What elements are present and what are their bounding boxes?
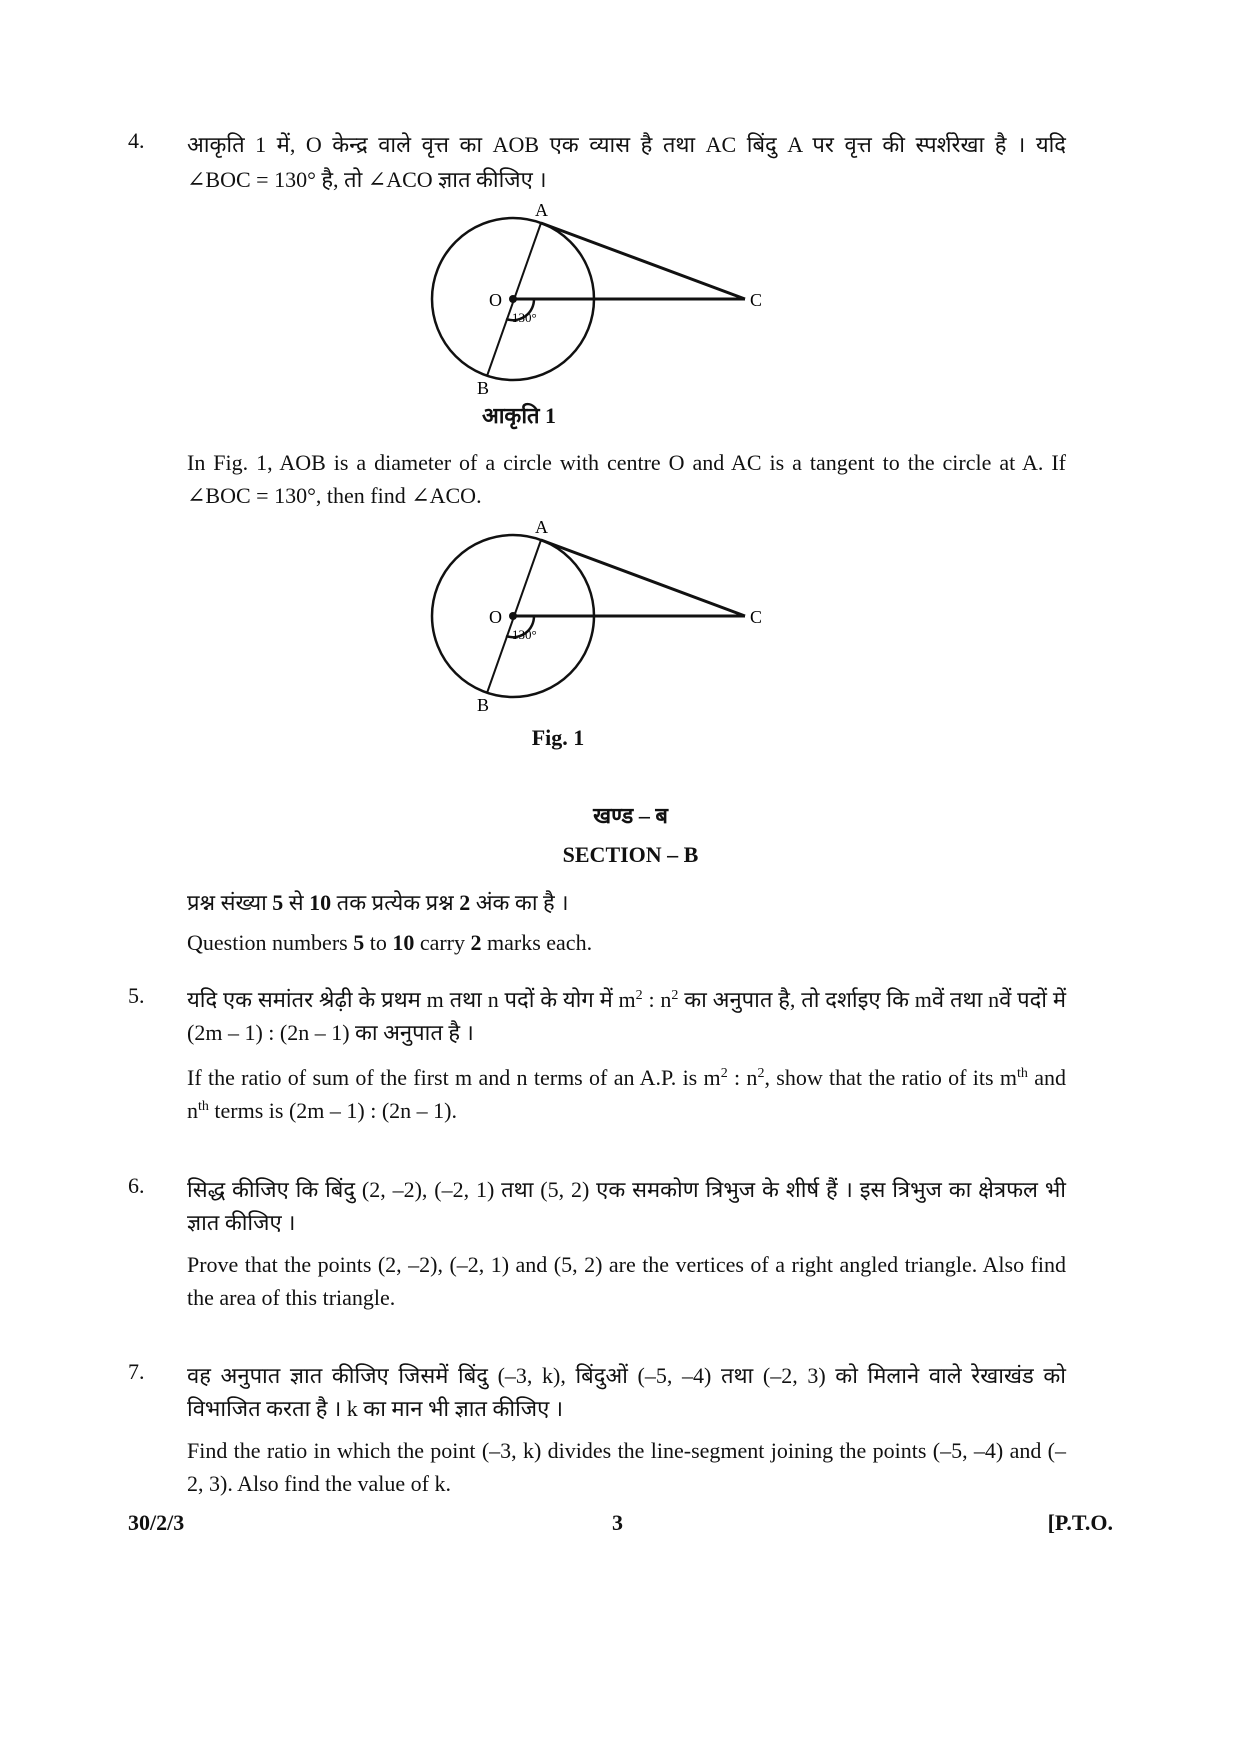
question-number: 5. xyxy=(128,983,145,1008)
q4-hindi-line1: आकृति 1 में, O केन्द्र वाले वृत्त का AOB एक व्यास है तथा AC बिंदु A पर वृत्त की स्पर्शरेखा है । यदि xyxy=(187,132,1066,157)
question-number: 4. xyxy=(128,128,145,153)
label-b: B xyxy=(477,378,490,398)
centre-point xyxy=(509,295,517,303)
q4-english-text: In Fig. 1, AOB is a diameter of a circle with centre O and AC is a tangent to the circle at A. If ∠BOC = 130°, then find ∠ACO. xyxy=(187,450,1066,508)
section-note-hindi: प्रश्न संख्या 5 से 10 तक प्रत्येक प्रश्न 2 अंक का है । xyxy=(187,890,569,915)
angle-label: 130° xyxy=(512,627,537,642)
question-number: 7. xyxy=(128,1359,145,1384)
label-a: A xyxy=(535,517,548,537)
paper-code: 30/2/3 xyxy=(128,1510,185,1535)
figure-hindi xyxy=(420,198,800,398)
q7-hindi-text: वह अनुपात ज्ञात कीजिए जिसमें बिंदु (–3, k), बिंदुओं (–5, –4) तथा (–2, 3) को मिलाने वाले रेखाखंड को विभाजित करता है । k का मान भी ज्ञात कीजिए । xyxy=(187,1363,1066,1421)
page-number: 3 xyxy=(612,1510,623,1535)
q4-hindi-line2: ∠BOC = 130° है, तो ∠ACO ज्ञात कीजिए । xyxy=(187,167,547,192)
section-title-english: SECTION – B xyxy=(562,842,699,867)
q6-hindi-text: सिद्ध कीजिए कि बिंदु (2, –2), (–2, 1) तथा (5, 2) एक समकोण त्रिभुज के शीर्ष हैं । इस त्रिभुज का क्षेत्रफल भी ज्ञात कीजिए । xyxy=(187,1177,1066,1235)
figure-caption-hindi: आकृति 1 xyxy=(481,403,557,428)
q7-english-text: Find the ratio in which the point (–3, k) divides the line-segment joining the points (–5, –4) and (–2, 3). Also find the value of k. xyxy=(187,1438,1066,1496)
centre-point xyxy=(509,612,517,620)
pto-label: [P.T.O. xyxy=(1047,1510,1113,1535)
label-o: O xyxy=(489,607,502,627)
tangent-ac xyxy=(541,223,745,299)
q6-english-text: Prove that the points (2, –2), (–2, 1) and (5, 2) are the vertices of a right angled triangle. Also find the area of this triangle. xyxy=(187,1252,1066,1310)
q5-hindi-text: यदि एक समांतर श्रेढ़ी के प्रथम m तथा n पदों के योग में $m^2$ : $n^2$ का अनुपात है, तो दर्शाइए कि mवें तथा nवें पदों में (2m – 1) : (2n – 1) का अनुपात है । xyxy=(187,987,1066,1045)
figure-caption-english: Fig. 1 xyxy=(531,725,585,750)
angle-label: 130° xyxy=(512,310,537,325)
label-a: A xyxy=(535,200,548,220)
label-b: B xyxy=(477,695,490,715)
question-number: 6. xyxy=(128,1173,145,1198)
section-note-english: Question numbers 5 to 10 carry 2 marks each. xyxy=(187,930,593,955)
tangent-ac xyxy=(541,540,745,616)
figure-english xyxy=(420,515,800,715)
label-c: C xyxy=(750,290,763,310)
label-o: O xyxy=(489,290,502,310)
section-title-hindi: खण्ड – ब xyxy=(593,803,668,828)
q5-english-text: If the ratio of sum of the first m and n terms of an A.P. is $m^2$ : $n^2$, show that the ratio of its $m^{th}$ and $n^{th}$ terms is (2m – 1) : (2n – 1). xyxy=(187,1065,1067,1123)
label-c: C xyxy=(750,607,763,627)
q4-hindi-text xyxy=(187,128,1066,196)
